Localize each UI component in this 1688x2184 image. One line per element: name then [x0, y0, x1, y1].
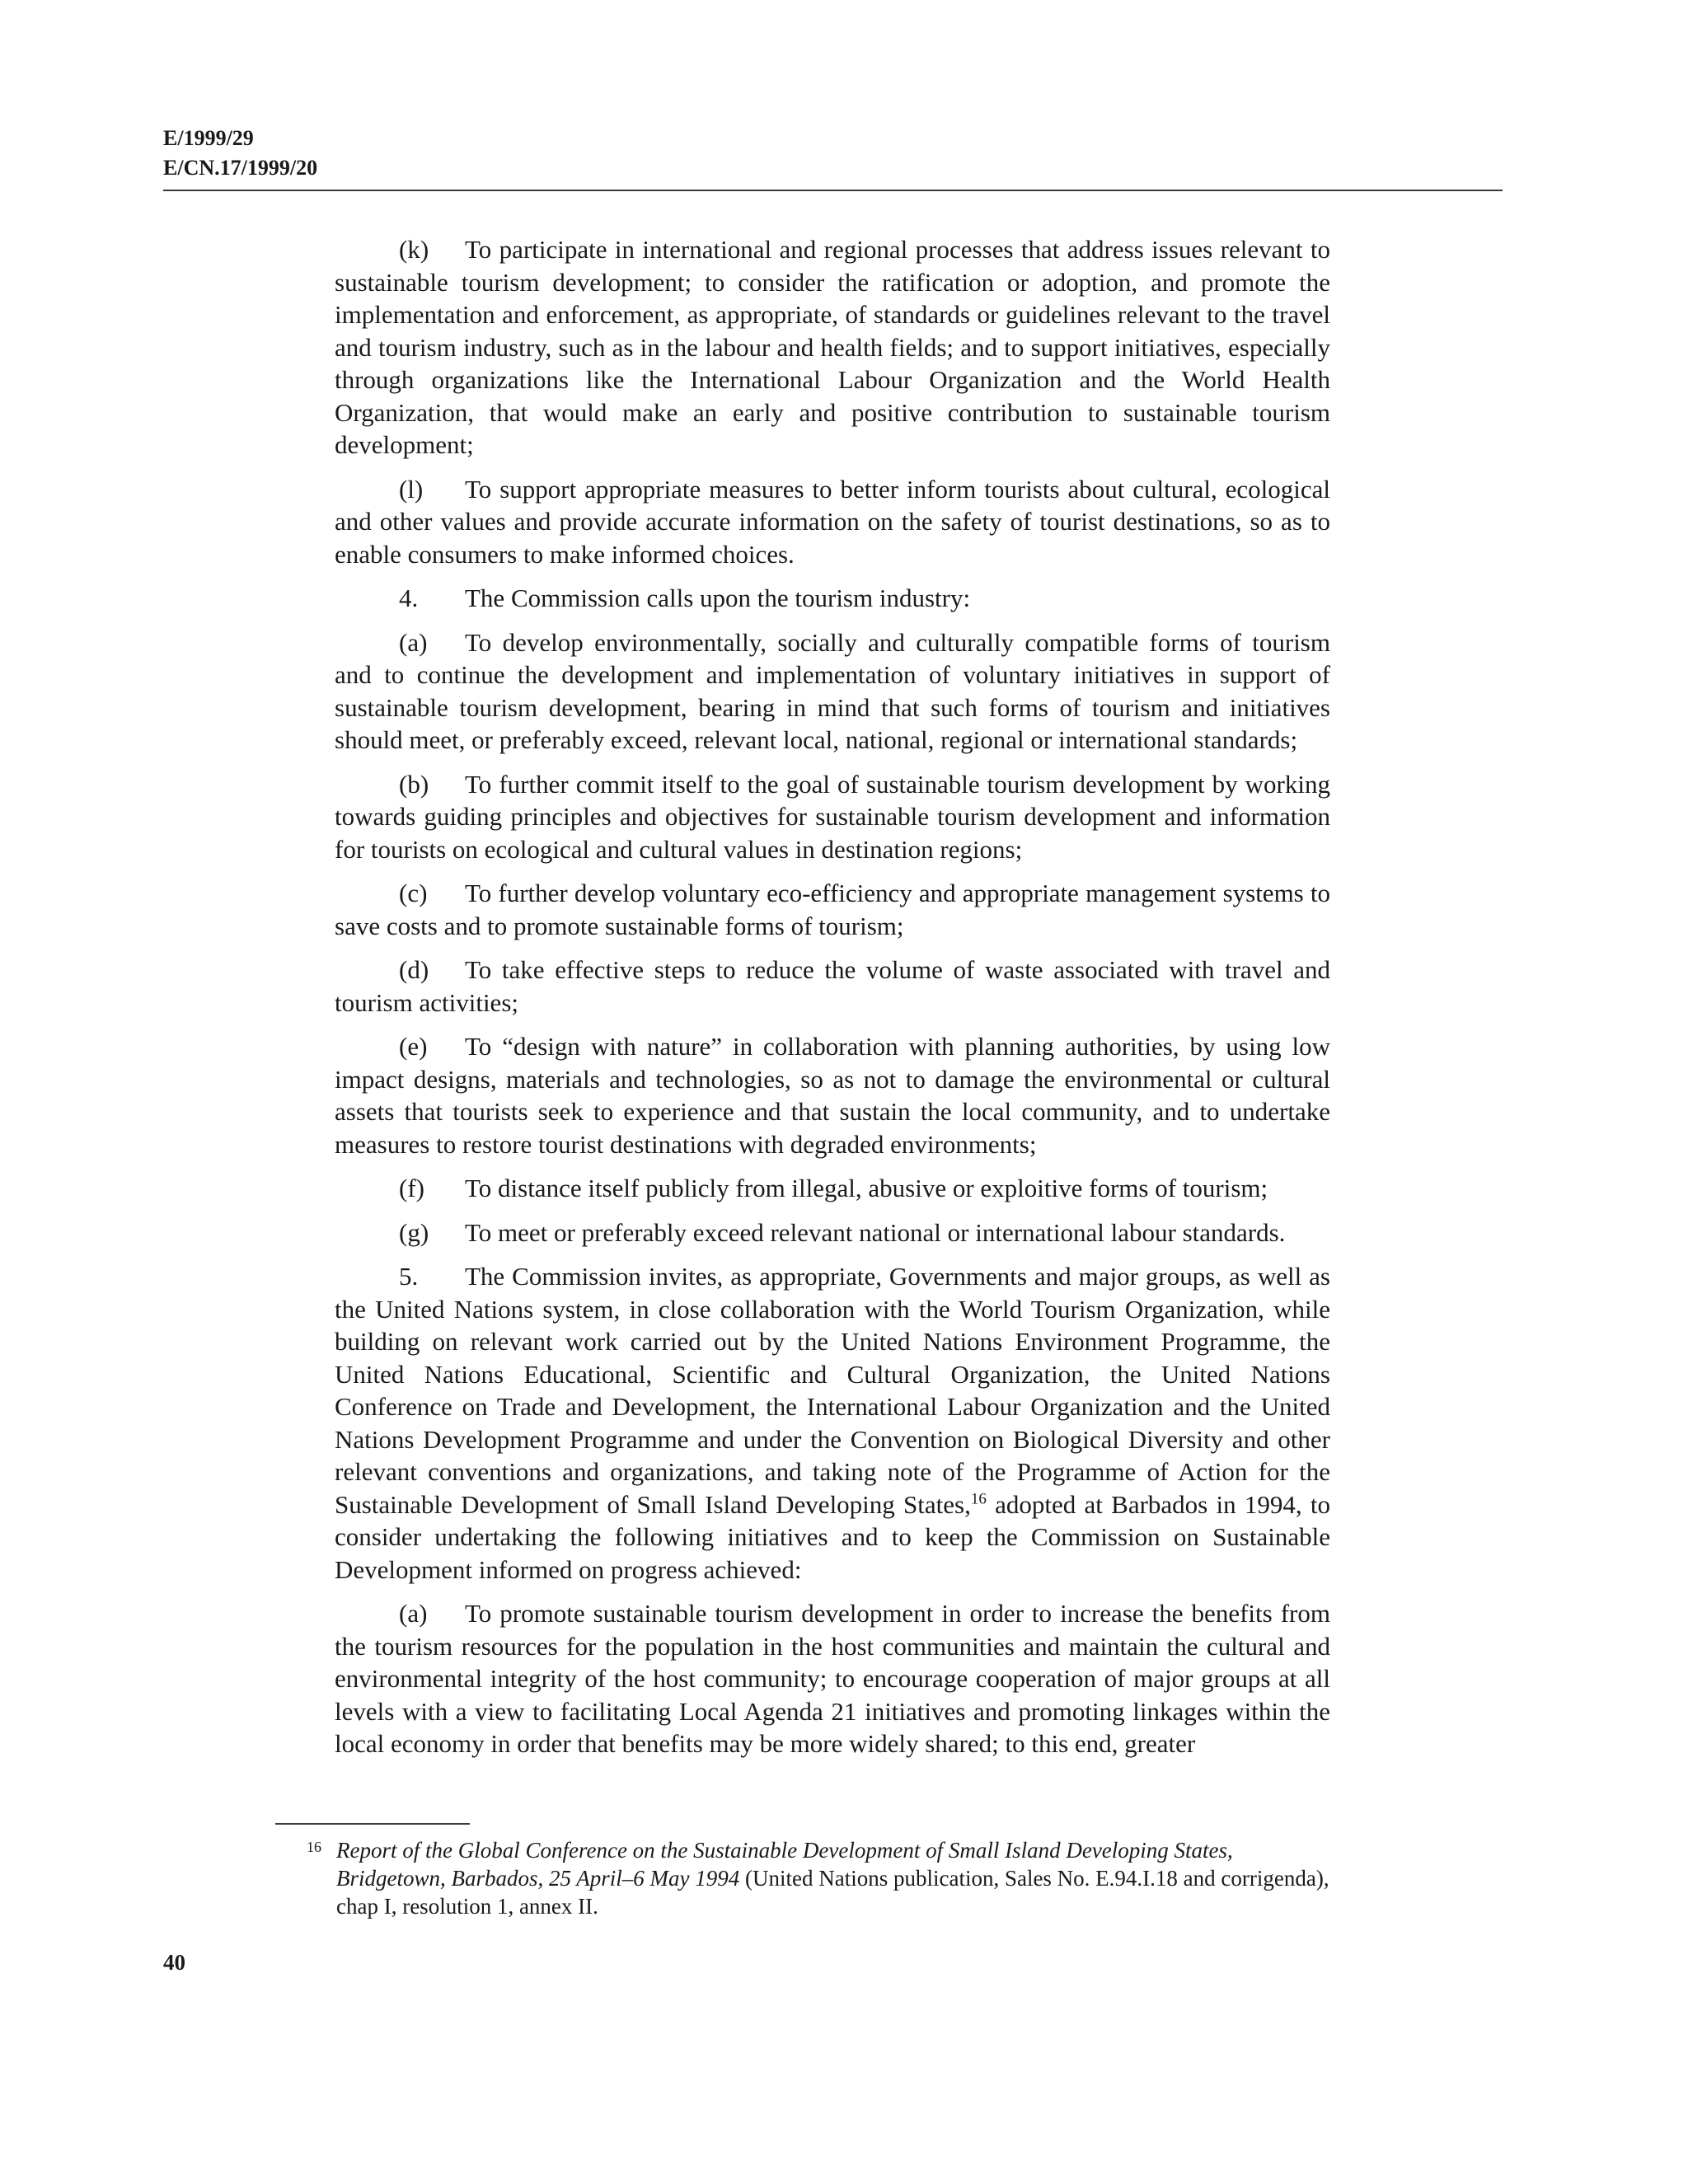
paragraph-text: To further develop voluntary eco-efficiency and appropriate management systems to save costs and to promote sustainable forms of tourism;	[335, 879, 1330, 940]
paragraph-text-continued: adopted at Barbados in 1994, to consider undertaking the following initiatives and to keep the Commission on Sustainable Development informed on progress achieved:	[335, 1489, 1330, 1584]
footnote	[308, 1836, 1330, 1920]
paragraph-marker: (a)	[399, 627, 428, 657]
paragraph-4f	[335, 1172, 1330, 1205]
paragraph-5a	[335, 1597, 1330, 1760]
paragraph-l	[335, 473, 1330, 571]
paragraph-text: To promote sustainable tourism development in order to increase the benefits from the tourism resources for the population in the host communities and maintain the cultural and environmental integrity of the host community; to encourage cooperation of major groups at all levels with a view to facilitating Local Agenda 21 initiatives and promoting linkages within the local economy in order that benefits may be more widely shared; to this end, greater	[335, 1599, 1330, 1758]
paragraph-text: The Commission calls upon the tourism industry:	[465, 583, 971, 612]
paragraph-text: To “design with nature” in collaboration with planning authorities, by using low impact designs, materials and technologies, so as not to damage the environmental or cultural assets that tourists seek to experience and that sustain the local community, and to undertake measures to restore tourist destinations with degraded environments;	[335, 1032, 1330, 1159]
paragraph-text: To distance itself publicly from illegal, abusive or exploitive forms of tourism;	[465, 1174, 1268, 1202]
paragraph-text: The Commission invites, as appropriate, Governments and major groups, as well as the United Nations system, in close collaboration with the World Tourism Organization, while building on relevant work carried out by the United Nations Environment Programme, the United Nations Educational, Scientific and Cultural Organization, the United Nations Conference on Trade and Development, the International Labour Organization and the United Nations Development Programme and under the Convention on Biological Diversity and other relevant conventions and organizations, and taking note of the Programme of Action for the Sustainable Development of Small Island Developing States,	[335, 1262, 1330, 1519]
document-symbol-secondary: E/CN.17/1999/20	[163, 156, 318, 180]
header-divider	[163, 190, 1503, 191]
footnote-reference[interactable]: 16	[970, 1490, 987, 1508]
paragraph-marker: (f)	[399, 1174, 424, 1202]
footnote-title: Report of the Global Conference on the Sustainable Development of Small Island Developing States, Bridgetown, Barbados, 25 April–6 May 1994	[336, 1838, 1233, 1891]
paragraph-marker: (g)	[399, 1217, 429, 1247]
footnote-divider	[275, 1823, 470, 1825]
paragraph-marker: (l)	[399, 474, 424, 504]
paragraph-marker: (e)	[399, 1032, 428, 1061]
paragraph-text: To further commit itself to the goal of sustainable tourism development by working towards guiding principles and objectives for sustainable tourism development and information for tourists on ecological and cultural values in destination regions;	[335, 769, 1330, 864]
document-header	[163, 124, 317, 183]
paragraph-text: To meet or preferably exceed relevant national or international labour standards.	[465, 1217, 1286, 1247]
paragraph-4c	[335, 877, 1330, 942]
paragraph-4	[335, 582, 1330, 615]
paragraph-marker: (b)	[399, 769, 429, 799]
paragraph-4a	[335, 626, 1330, 757]
paragraph-marker: 5.	[399, 1262, 419, 1291]
footnote-details: (United Nations publication, Sales No. E.94.I.18 and corrigenda), chap I, resolution 1, annex II.	[336, 1866, 1329, 1919]
paragraph-4g	[335, 1216, 1330, 1249]
page-number: 40	[163, 1950, 185, 1975]
footnote-number: 16	[307, 1839, 321, 1855]
paragraph-text: To take effective steps to reduce the volume of waste associated with travel and tourism activities;	[335, 955, 1330, 1017]
paragraph-marker: (c)	[399, 879, 428, 907]
paragraph-4b	[335, 768, 1330, 866]
paragraph-4e	[335, 1030, 1330, 1160]
paragraph-text: To support appropriate measures to better inform tourists about cultural, ecological and other values and provide accurate information on the safety of tourist destinations, so as to enable consumers to make informed choices.	[335, 474, 1330, 569]
document-symbol-primary: E/1999/29	[163, 126, 254, 150]
paragraph-4d	[335, 954, 1330, 1019]
paragraph-k	[335, 233, 1330, 462]
document-body	[335, 233, 1330, 1772]
paragraph-5	[335, 1260, 1330, 1586]
paragraph-marker: 4.	[399, 583, 419, 612]
footnote-text	[336, 1836, 1330, 1920]
paragraph-text: To develop environmentally, socially and culturally compatible forms of tourism and to continue the development and implementation of voluntary initiatives in support of sustainable tourism development, bearing in mind that such forms of tourism and initiatives should meet, or preferably exceed, relevant local, national, regional or international standards;	[335, 627, 1330, 754]
paragraph-text: To participate in international and regional processes that address issues relevant to sustainable tourism development; to consider the ratification or adoption, and promote the implementation and enforcement, as appropriate, of standards or guidelines relevant to the travel and tourism industry, such as in the labour and health fields; and to support initiatives, especially through organizations like the International Labour Organization and the World Health Organization, that would make an early and positive contribution to sustainable tourism development;	[335, 235, 1330, 459]
paragraph-marker: (d)	[399, 955, 429, 984]
paragraph-marker: (a)	[399, 1599, 428, 1628]
paragraph-marker: (k)	[399, 235, 429, 264]
